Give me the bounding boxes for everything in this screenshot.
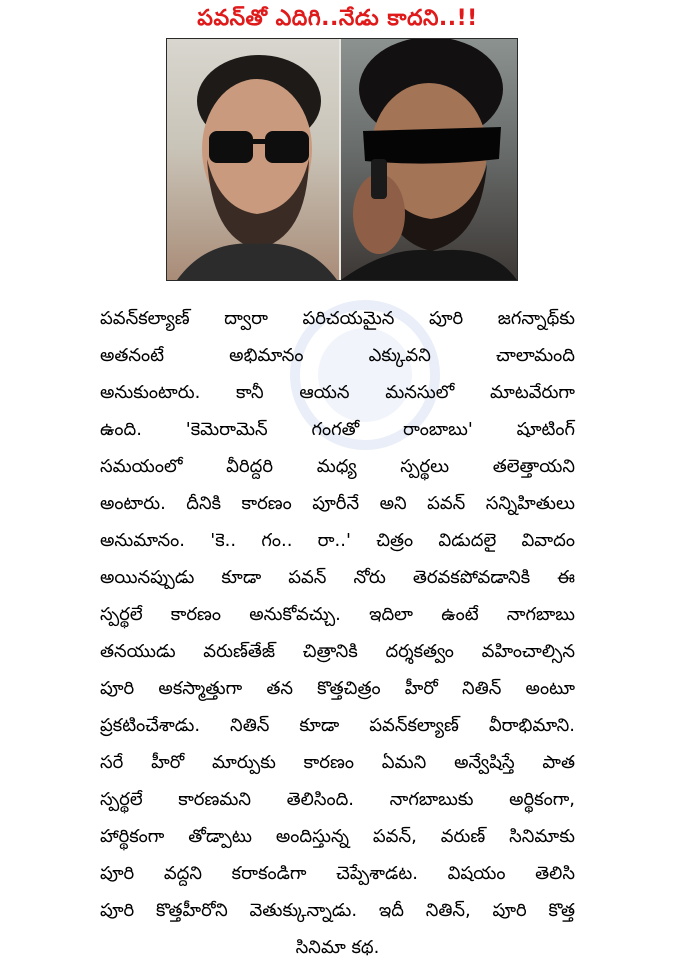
article-line: పూరి వద్దని కరాకండిగా చెప్పేశాడట. విషయం తెలిసి xyxy=(100,863,575,884)
article-line-last: సినిమా కథ. xyxy=(295,937,380,958)
article-line: తనయుడు వరుణ్‌తేజ్ చిత్రానికి దర్శకత్వం వహించాల్సిన xyxy=(100,641,575,662)
article-line: పూరి అకస్మాత్తుగా తన కొత్తచిత్రం హీరో నితిన్ అంటూ xyxy=(100,678,575,699)
article-line: ఉంది. 'కెమెరామెన్ గంగతో రాంబాబు' షూటింగ్ xyxy=(100,419,575,440)
photo-right-person xyxy=(341,39,517,280)
photo-left-person xyxy=(167,39,341,280)
article-line: అయినప్పుడు కూడా పవన్ నోరు తెరవకపోవడానికి ఈ xyxy=(100,567,575,588)
article-line: స్పర్థలే కారణం అనుకోవచ్చు. ఇదిలా ఉంటే నాగబాబు xyxy=(100,604,575,625)
article-line: సరే హీరో మార్పుకు కారణం ఏమని అన్వేషిస్తే పాత xyxy=(100,752,575,773)
article-photo xyxy=(166,38,518,281)
article-line: పవన్‌కల్యాణ్ ద్వారా పరిచయమైన పూరి జగన్నాథ్‌కు xyxy=(100,308,575,329)
article-line: ప్రకటించేశాడు. నితిన్ కూడా పవన్‌కల్యాణ్ వీరాభిమాని. xyxy=(100,715,575,736)
article-line: అనుమానం. 'కె.. గం.. రా..' చిత్రం విడుదలై వివాదం xyxy=(100,530,575,551)
article-line: స్పర్థలే కారణమని తెలిసింది. నాగబాబుకు అర్థికంగా, xyxy=(100,789,575,810)
article-body xyxy=(100,300,575,966)
article-line: పూరి కొత్తహీరోని వెతుక్కున్నాడు. ఇదీ నితిన్, పూరి కొత్త xyxy=(100,900,575,921)
article-line: హార్థికంగా తోడ్పాటు అందిస్తున్న పవన్, వరుణ్ సినిమాకు xyxy=(100,826,575,847)
article-title: పవన్‌తో ఎదిగి..నేడు కాదని..!! xyxy=(197,6,478,31)
article-line: అతనంటే అభిమానం ఎక్కువని చాలామంది xyxy=(100,345,575,366)
article-line: సమయంలో వీరిద్దరి మధ్య స్పర్థలు తలెత్తాయని xyxy=(100,456,575,477)
article-line: అంటారు. దీనికి కారణం పూరీనే అని పవన్ సన్నిహితులు xyxy=(100,493,575,514)
article-line: అనుకుంటారు. కానీ ఆయన మనసులో మాటవేరుగా xyxy=(100,382,575,403)
